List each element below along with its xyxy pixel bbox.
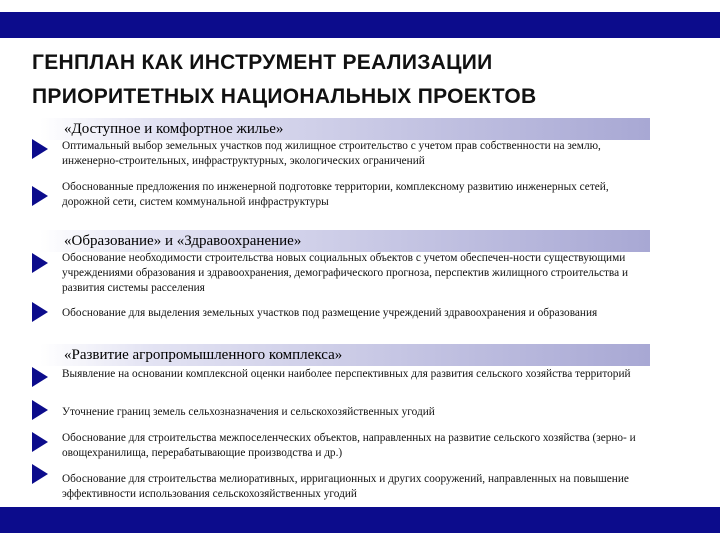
- top-banner-bar: [0, 12, 720, 38]
- title-line-2: ПРИОРИТЕТНЫХ НАЦИОНАЛЬНЫХ ПРОЕКТОВ: [32, 85, 537, 108]
- list-item: Обоснование для выделения земельных участков под размещение учреждений здравоохранения и образования: [62, 307, 598, 319]
- bullet-arrow-icon: [32, 139, 48, 159]
- list-item: Оптимальный выбор земельных участков под жилищное строительство с учетом прав собственности на землю, инженерно-строительных, инфраструктурных, экологических ограничений: [62, 140, 601, 167]
- section-header-housing: «Доступное и комфортное жилье»: [40, 118, 650, 140]
- bottom-banner-bar: [0, 507, 720, 533]
- bullet-arrow-icon: [32, 302, 48, 322]
- section-header-agro: «Развитие агропромышленного комплекса»: [40, 344, 650, 366]
- list-item: Выявление на основании комплексной оценки наиболее перспективных для развития сельского хозяйства территорий: [62, 368, 631, 380]
- list-item: Обоснование для строительства мелиоративных, ирригационных и других сооружений, направленных на повышение эффективности использования сельскохозяйственных угодий: [62, 473, 629, 500]
- bullet-arrow-icon: [32, 253, 48, 273]
- title-line-1: ГЕНПЛАН КАК ИНСТРУМЕНТ РЕАЛИЗАЦИИ: [32, 51, 493, 74]
- list-item: Обоснование необходимости строительства новых социальных объектов с учетом обеспечен-ности существующими учреждениями образования и здравоохранения, демографического прогноза, перспектив жилищного строительства и развития системы расселения: [62, 252, 628, 294]
- bullet-arrow-icon: [32, 400, 48, 420]
- bullet-arrow-icon: [32, 464, 48, 484]
- list-item: Уточнение границ земель сельхозназначения и сельскохозяйственных угодий: [62, 406, 435, 418]
- page-title: [32, 46, 692, 114]
- section-header-education-health: «Образование» и «Здравоохранение»: [40, 230, 650, 252]
- list-item: Обоснование для строительства межпоселенческих объектов, направленных на развитие сельского хозяйства (зерно- и овощехранилища, перерабатывающие производства и др.): [62, 432, 636, 459]
- list-item: Обоснованные предложения по инженерной подготовке территории, комплексному развитию инженерных сетей, дорожной сети, систем коммунальной инфраструктуры: [62, 181, 609, 208]
- bullet-arrow-icon: [32, 367, 48, 387]
- bullet-arrow-icon: [32, 432, 48, 452]
- bullet-arrow-icon: [32, 186, 48, 206]
